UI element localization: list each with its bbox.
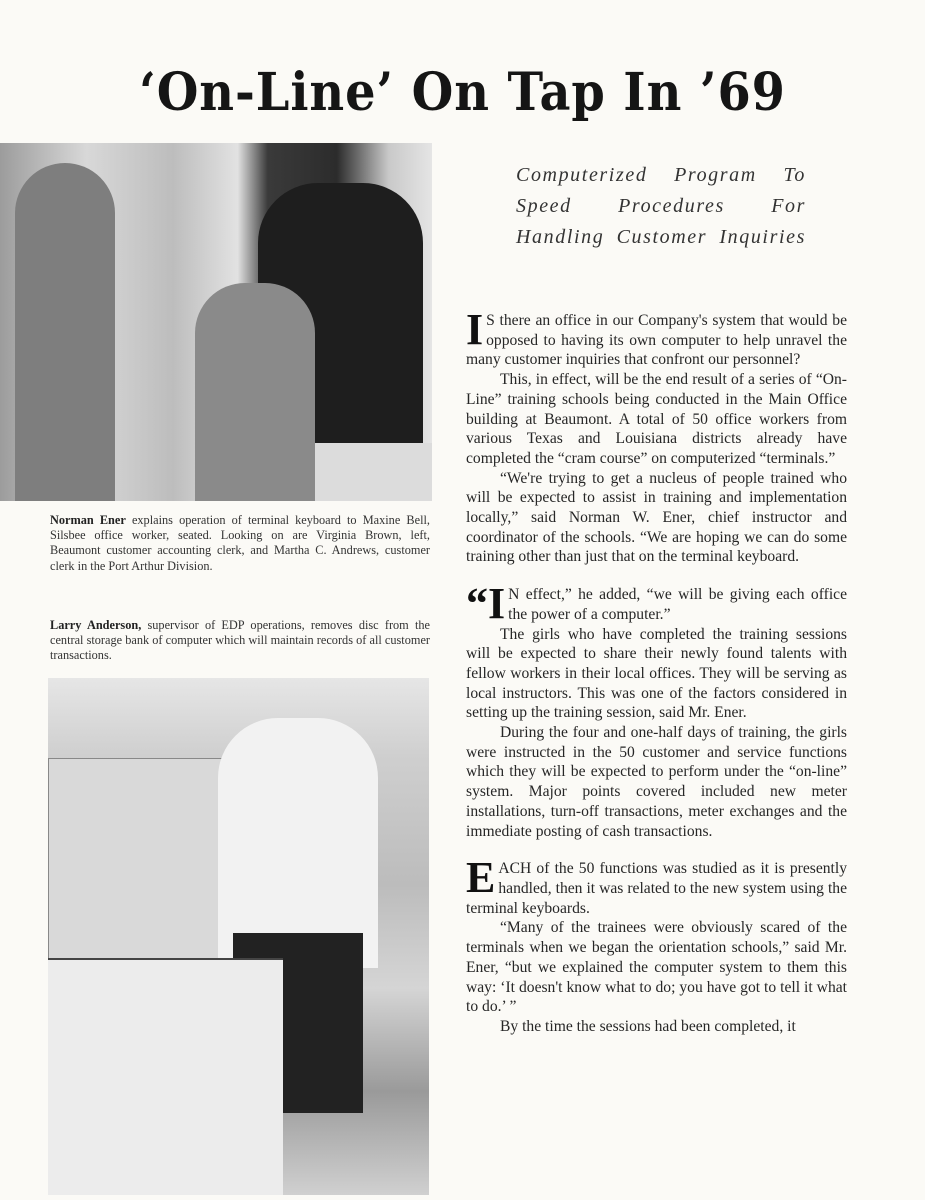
photo-caption-1 <box>50 513 430 574</box>
paragraph: The girls who have completed the training sessions will be expected to share their newly found talents with fellow workers in their local offices. They will be serving as local instructors. This was one of the factors considered in setting up the training session, said Mr. Ener. <box>466 625 847 722</box>
photo-computer-storage <box>48 678 429 1195</box>
paragraph <box>466 853 847 918</box>
caption-text: supervisor of EDP operations, removes disc from the central storage bank of computer which will maintain records of all customer transactions. <box>50 618 430 663</box>
paragraph-text: N effect,” he added, “we will be giving each office the power of a computer.” <box>508 586 847 623</box>
subtitle-line: Computerized Program To <box>516 164 806 186</box>
subtitle-line: Speed Procedures For <box>516 195 806 217</box>
photo-storage-unit <box>48 958 283 1195</box>
paragraph: “Many of the trainees were obviously scared of the terminals when we began the orientation schools,” said Mr. Ener, “but we explained the computer system to them this way: ‘It doesn't know what to do; you have got to tell it what to do.’ ” <box>466 919 847 1016</box>
drop-cap: “I <box>466 579 506 629</box>
paragraph: By the time the sessions had been completed, it <box>500 1017 796 1035</box>
photo-terminal <box>315 443 432 501</box>
drop-cap: E <box>466 853 496 903</box>
article-title: ‘On-Line’ On Tap In ’69 <box>139 62 786 123</box>
photo-figure-man <box>218 718 378 968</box>
paragraph <box>466 579 847 629</box>
photo-caption-2 <box>50 618 430 664</box>
paragraph: This, in effect, will be the end result of a series of “On-Line” training schools being conducted in the Main Office building at Beaumont. A total of 50 office workers from various Texas and Louisiana districts already have completed the “cram course” on computerized “terminals.” <box>466 371 847 467</box>
drop-cap: I <box>466 305 484 354</box>
paragraph-text: S there an office in our Company's system that would be opposed to having its own computer to help unravel the many customer inquiries that confront our personnel? <box>466 312 847 369</box>
photo-figure-standing-woman <box>15 163 115 501</box>
paragraph-text: ACH of the 50 functions was studied as it is presently handled, then it was related to the new system using the terminal keyboards. <box>466 860 847 917</box>
subtitle-line: Handling Customer Inquiries <box>516 226 806 248</box>
photo-figure-seated-woman <box>195 283 315 501</box>
paragraph <box>466 305 847 370</box>
caption-name: Norman Ener <box>50 513 126 527</box>
article-body <box>466 305 847 1037</box>
paragraph: “We're trying to get a nucleus of people trained who will be expected to assist in training and implementation locally,” said Norman W. Ener, chief instructor and coordinator of the schools. “We are hoping we can do some training other than just that on the terminal keyboard. <box>466 469 847 566</box>
photo-terminal-training <box>0 143 432 501</box>
caption-text: explains operation of terminal keyboard to Maxine Bell, Silsbee office worker, seated. Looking on are Virginia Brown, left, Beaumont customer accounting clerk, and Martha C. Andrews, customer clerk in the Port Arthur Division. <box>50 513 430 573</box>
paragraph: During the four and one-half days of training, the girls were instructed in the 50 customer and service functions which they will be expected to perform under the “on-line” system. Major points covered included new meter installations, turn-off transactions, meter exchanges and the immediate posting of cash transactions. <box>466 724 847 840</box>
caption-name: Larry Anderson, <box>50 618 142 632</box>
article-subtitle <box>516 160 806 253</box>
